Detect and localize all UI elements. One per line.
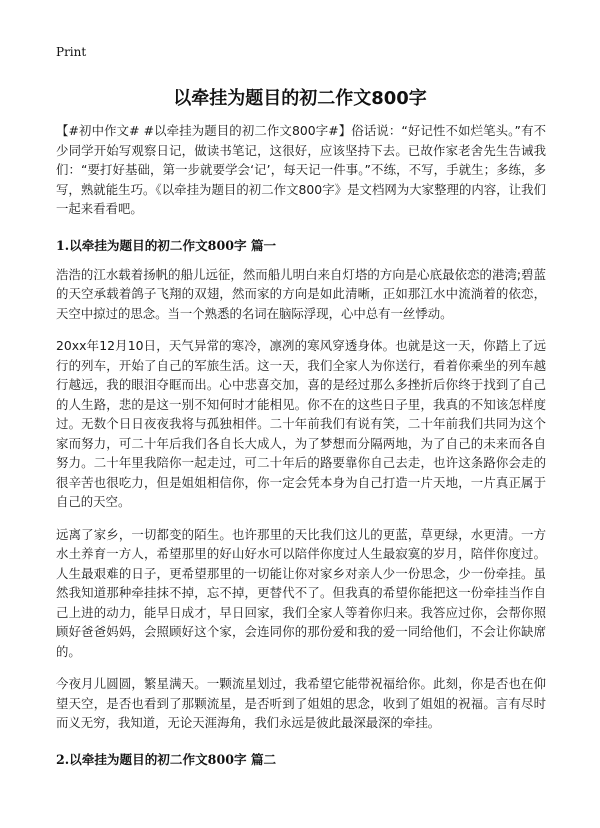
section-heading-1: 1.以牵挂为题目的初二作文800字 篇一 (56, 237, 277, 253)
section-1-paragraph-3: 远离了家乡，一切都变的陌生。也许那里的天比我们这儿的更蓝，草更绿，水更清。一方水土养育一方人，希望那里的好山好水可以陪伴你度过人生最寂寞的岁月，陪伴你度过。人生最艰难的日子，更希望那里的一切能让你对家乡对亲人少一份思念，少一份牵挂。虽然我知道那种牵挂抹不掉，忘不掉，更替代不了。但我真的希望你能把这一份牵挂当作自己上进的动力，能早日成才，早日回家，我们全家人等着你归来。我答应过你，会帮你照顾好爸爸妈妈，会照顾好这个家，会连同你的那份爱和我的爱一同给他们，不会让你缺席的。 (56, 526, 546, 659)
section-1-paragraph-2: 20xx年12月10日，天气异常的寒冷，凛冽的寒风穿透身体。也就是这一天，你踏上了远行的列车，开始了自己的军旅生活。这一天，我们全家人为你送行，看着你乘坐的列车越行越远，我的眼泪夺眶而出。心中悲喜交加，喜的是经过那么多挫折后你终于找到了自己的人生路，悲的是这一别不知何时才能相见。你不在的这些日子里，我真的不知该怎样度过。无数个日日夜夜我将与孤独相伴。二十年前我们有说有笑，二十年前我们共同为这个家而努力，可二十年后我们各自长大成人，为了梦想而分隔两地，为了自己的未来而各自努力。二十年里我陪你一起走过，可二十年后的路要靠你自己去走，也许这条路你会走的很辛苦也很吃力，但是姐姐相信你，你一定会凭本身为自己打造一片天地，一片真正属于自己的天空。 (56, 338, 546, 509)
article-body (56, 121, 546, 779)
section-heading-2: 2.以牵挂为题目的初二作文800字 篇二 (56, 751, 277, 767)
section-1-paragraph-1: 浩浩的江水载着扬帆的船儿远征，然而船儿明白来自灯塔的方向是心底最依恋的港湾;碧蓝的天空承载着鸽子飞翔的双翅，然而家的方向是如此清晰，正如那江水中流淌着的依恋，天空中掠过的思念。当一个熟悉的名词在脑际浮现，心中总有一丝悸动。 (56, 266, 546, 321)
print-link[interactable]: Print (56, 45, 87, 59)
page-title: 以牵挂为题目的初二作文800字 (173, 88, 427, 109)
section-1-paragraph-4: 今夜月儿圆圆，繁星满天。一颗流星划过，我希望它能带祝福给你。此刻，你是否也在仰望天空，是否也看到了那颗流星，是否听到了姐姐的思念，收到了姐姐的祝福。言有尽时而义无穷，我知道，无论天涯海角，我们永远是彼此最深最深的牵挂。 (56, 676, 546, 730)
intro-paragraph: 【#初中作文# #以牵挂为题目的初二作文800字#】俗话说：“好记性不如烂笔头。”有不少同学开始写观察日记，做读书笔记，这很好，应该坚持下去。已故作家老舍先生告诫我们：“要打好基础，第一步就要学会‘记’，每天记一件事。”不练，不写，手就生；多练，多写，熟就能生巧。《以牵挂为题目的初二作文800字》是文档网为大家整理的内容，让我们一起来看看吧。 (56, 123, 546, 216)
